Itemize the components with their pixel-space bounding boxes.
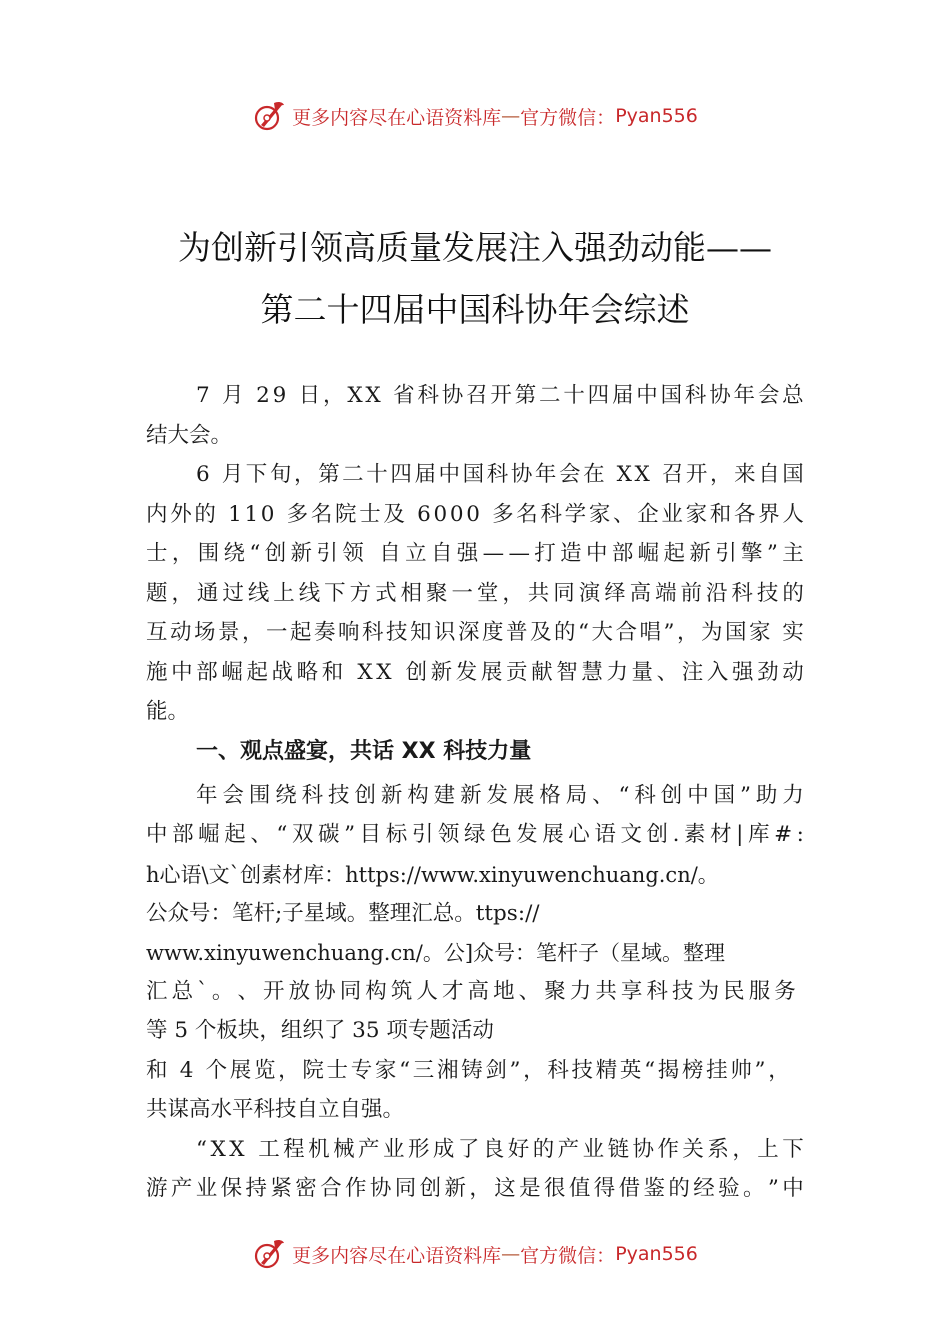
document-body <box>146 0 816 1344</box>
body-line: 题 ， 通 过 线 上 线 下 方 式 相 聚 一 堂 ， 共 同 演 绎 高 端 前 沿 科 技 的 <box>146 581 804 606</box>
body-line: 年 会 围 绕 科 技 创 新 构 建 新 发 展 格 局 、 “ 科 创 中 国 ” 助 力 <box>196 783 804 808</box>
body-line: 内 外 的 1 1 0 多 名 院 士 及 6 0 0 0 多 名 科 学 家 、 企 业 家 和 各 界 人 <box>146 502 804 527</box>
body-line: 汇 总 ` 。 、 开 放 协 同 构 筑 人 才 高 地 、 聚 力 共 享 科 技 为 民 服 务 <box>146 979 796 1004</box>
watermark-account-id: Pyan556 <box>615 1243 698 1265</box>
body-line: 互 动 场 景 ， 一 起 奏 响 科 技 知 识 深 度 普 及 的 “ 大 合 唱 ” ， 为 国 家 实 <box>146 620 804 645</box>
quill-pen-logo-icon <box>252 1237 286 1271</box>
document-title-line-2: 第二十四届中国科协年会综述 <box>260 290 690 329</box>
watermark-account-label: 官方微信： <box>520 106 616 129</box>
watermark-site-text: 更多内容尽在心语资料库 <box>292 106 502 129</box>
watermark-separator: — <box>501 1243 521 1265</box>
body-line: 和 4 个 展 览 ， 院 士 专 家 “ 三 湘 铸 剑 ” ， 科 技 精 英 “ 揭 榜 挂 帅 ” ， <box>146 1058 790 1083</box>
body-line: 施 中 部 崛 起 战 略 和 X X 创 新 发 展 贡 献 智 慧 力 量 、 注 入 强 劲 动 <box>146 660 804 685</box>
body-line: 公众号：笔杆;子星域。整理汇总。ttps:// <box>146 901 540 926</box>
body-line: 共谋高水平科技自立自强。 <box>146 1097 405 1122</box>
body-line: 游 产 业 保 持 紧 密 合 作 协 同 创 新 ， 这 是 很 值 得 借 鉴 的 经 验 。 ” 中 <box>146 1176 804 1201</box>
watermark-account-label: 官方微信： <box>520 1244 616 1267</box>
body-line: www.xinyuwenchuang.cn/。公]众号：笔杆子（星域。整理 <box>146 941 726 965</box>
body-line: 7 月 2 9 日 ， X X 省 科 协 召 开 第 二 十 四 届 中 国 科 协 年 会 总 <box>196 383 804 408</box>
watermark-account-id: Pyan556 <box>615 105 698 127</box>
body-line: 中 部 崛 起 、 “ 双 碳 ” 目 标 引 领 绿 色 发 展 心 语 文 创 . 素 材 | 库 # : <box>146 822 804 847</box>
body-line: 6 月 下 旬 ， 第 二 十 四 届 中 国 科 协 年 会 在 X X 召 开 ， 来 自 国 <box>196 462 804 487</box>
body-line: 能。 <box>146 699 190 724</box>
footer-watermark <box>0 1234 950 1274</box>
watermark-separator: — <box>501 105 521 127</box>
section-heading: 一、观点盛宴，共话 XX 科技力量 <box>196 739 532 764</box>
body-line: 等 5 个板块，组织了 35 项专题活动 <box>146 1018 494 1043</box>
body-line: h心语\文`创素材库：https://www.xinyuwenchuang.cn/。 <box>146 863 719 887</box>
watermark-site-text: 更多内容尽在心语资料库 <box>292 1244 502 1267</box>
document-title-line-1: 为创新引领高质量发展注入强劲动能—— <box>178 228 772 267</box>
body-line: 结大会。 <box>146 423 233 448</box>
body-line: 士 ， 围 绕 “ 创 新 引 领 自 立 自 强 — — 打 造 中 部 崛 起 新 引 擎 ” 主 <box>146 541 804 566</box>
body-line: “ X X 工 程 机 械 产 业 形 成 了 良 好 的 产 业 链 协 作 关 系 ， 上 下 <box>196 1137 804 1162</box>
